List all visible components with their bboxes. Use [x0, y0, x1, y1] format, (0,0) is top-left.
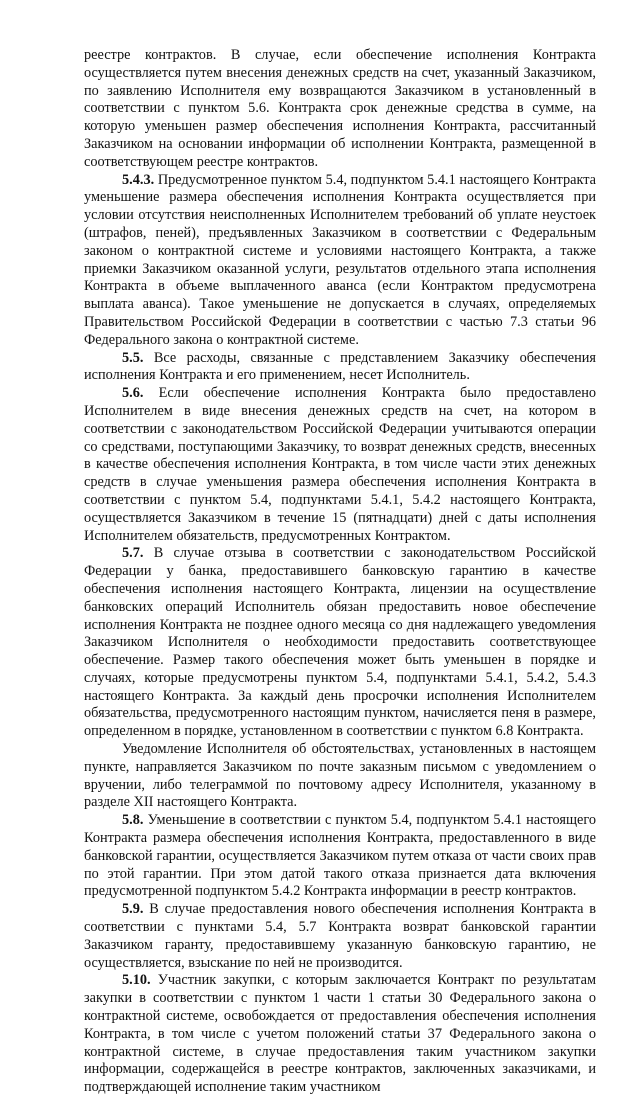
paragraph-text: Предусмотренное пунктом 5.4, подпунктом 5.4.1 настоящего Контракта уменьшение размера обеспечения исполнения Контракта осуществляется при условии отсутствия неисполненных Исполнителем требований об уплате неустоек (штрафов, пеней), предъявленных Заказчиком в соответствии с Федеральным законом о контрактной системе и условиями настоящего Контракта, а также приемки Заказчиком оказанной услуги, результатов отдельного этапа исполнения Контракта в объеме выплаченного аванса (если Контрактом предусмотрена выплата аванса). Такое уменьшение не допускается в случаях, определяемых Правительством Российской Федерации в соответствии с частью 7.3 статьи 96 Федерального закона о контрактной системе.	[84, 171, 596, 348]
clause-number: 5.5.	[122, 349, 144, 366]
paragraph-5-4-3	[84, 172, 596, 350]
paragraph-text: Если обеспечение исполнения Контракта было предоставлено Исполнителем в виде внесения денежных средств на счет, на котором в соответствии с законодательством Российской Федерации учитываются операции со средствами, поступающими Заказчику, то возврат денежных средств, внесенных в качестве обеспечения исполнения Контракта, в том числе части этих денежных средств в случае уменьшения размера обеспечения исполнения Контракта в соответствии с пунктом 5.4, подпунктами 5.4.1, 5.4.2 настоящего Контракта, осуществляется Заказчиком в течение 15 (пятнадцати) дней с даты исполнения Исполнителем обязательств, предусмотренных Контрактом.	[84, 385, 596, 544]
clause-number: 5.6.	[122, 385, 144, 402]
paragraph-text: В случае отзыва в соответствии с законодательством Российской Федерации у банка, предоставившего банковскую гарантию в качестве обеспечения исполнения настоящего Контракта, лицензии на осуществление банковских операций Исполнитель обязан предоставить новое обеспечение исполнения Контракта не позднее одного месяца со дня надлежащего уведомления Заказчиком Исполнителя о необходимости предоставить соответствующее обеспечение. Размер такого обеспечения может быть уменьшен в порядке и случаях, которые предусмотрены пунктом 5.4, подпунктами 5.4.1, 5.4.2, 5.4.3 настоящего Контракта. За каждый день просрочки исполнения Исполнителем обязательства, предусмотренного настоящим пунктом, начисляется пеня в размере, определенном в порядке, установленном в соответствии с пунктом 6.8 Контракта.	[84, 545, 596, 740]
paragraph-text: Уведомление Исполнителя об обстоятельствах, установленных в настоящем пункте, направляется Заказчиком по почте заказным письмом с уведомлением о вручении, либо телеграммой по почтовому адресу Исполнителя, указанному в разделе XII настоящего Контракта.	[84, 741, 596, 811]
document-page	[84, 47, 596, 1097]
paragraph-5-7	[84, 545, 596, 741]
paragraph-notice	[84, 741, 596, 812]
paragraph-5-9	[84, 901, 596, 972]
paragraph-5-10	[84, 972, 596, 1097]
paragraph-text: реестре контрактов. В случае, если обеспечение исполнения Контракта осуществляется путем внесения денежных средств на счет, указанный Заказчиком, по заявлению Исполнителя ему возвращаются Заказчиком в установленный в соответствии с пунктом 5.6. Контракта срок денежные средства в сумме, на которую уменьшен размер обеспечения исполнения Контракта, рассчитанный Заказчиком на основании информации об исполнении Контракта, размещенной в соответствующем реестре контрактов.	[84, 47, 596, 170]
paragraph-text: Участник закупки, с которым заключается Контракт по результатам закупки в соответствии с пунктом 1 части 1 статьи 30 Федерального закона о контрактной системе, освобождается от предоставления обеспечения исполнения Контракта, в том числе с учетом положений статьи 37 Федерального закона о контрактной системе, в случае предоставления таким участником закупки информации, содержащейся в реестре контрактов, заключенных заказчиками, и подтверждающей исполнение таким участником	[84, 972, 596, 1096]
paragraph-text: Уменьшение в соответствии с пунктом 5.4, подпунктом 5.4.1 настоящего Контракта размера обеспечения исполнения Контракта, предоставленного в виде банковской гарантии, осуществляется Заказчиком путем отказа от части своих прав по этой гарантии. При этом датой такого отказа признается дата включения предусмотренной подпунктом 5.4.2 Контракта информации в реестр контрактов.	[84, 812, 596, 900]
paragraph-5-6	[84, 385, 596, 545]
clause-number: 5.8.	[122, 812, 144, 829]
clause-number: 5.4.3.	[122, 171, 155, 188]
paragraph-5-5	[84, 350, 596, 386]
paragraph-text: В случае предоставления нового обеспечения исполнения Контракта в соответствии с пунктами 5.4, 5.7 Контракта возврат банковской гарантии Заказчиком гаранту, предоставившему указанную банковскую гарантию, не осуществляется, взыскание по ней не производится.	[84, 901, 596, 971]
paragraph-text: Все расходы, связанные с представлением Заказчику обеспечения исполнения Контракта и его применением, несет Исполнитель.	[84, 349, 596, 384]
clause-number: 5.7.	[122, 545, 144, 562]
clause-number: 5.9.	[122, 901, 144, 918]
paragraph-continuation	[84, 47, 596, 172]
clause-number: 5.10.	[122, 972, 151, 989]
paragraph-5-8	[84, 812, 596, 901]
